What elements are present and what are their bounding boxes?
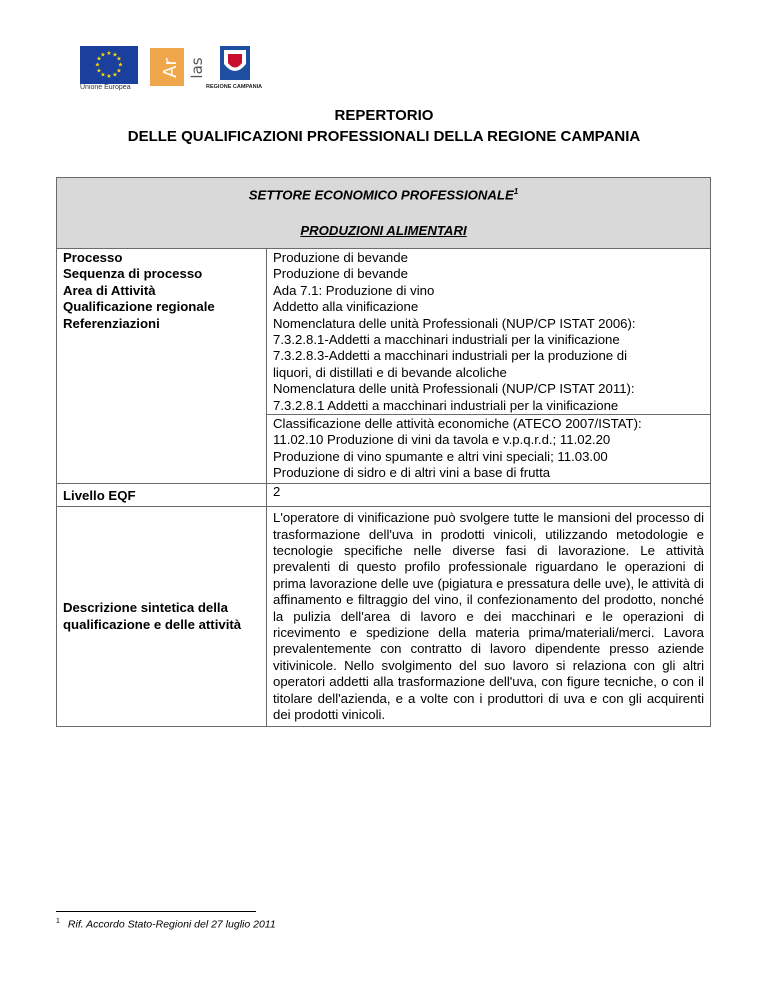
svg-text:★: ★	[100, 51, 106, 59]
ateco-block	[267, 414, 710, 483]
value-eqf: 2	[267, 483, 711, 506]
ateco-line3: Produzione di sidro e di altri vini a base di frutta	[273, 465, 551, 481]
svg-text:★: ★	[96, 67, 102, 75]
footnote	[56, 918, 276, 931]
nup2006-title: Nomenclatura delle unità Professionali (NUP/CP ISTAT 2006):	[273, 315, 636, 331]
value-sequenza: Produzione di bevande	[273, 266, 408, 282]
ateco-line1: 11.02.10 Produzione di vini da tavola e v.p.q.r.d.; 11.02.20	[273, 432, 611, 448]
label-area: Area di Attività	[63, 282, 156, 298]
document-title-line1: REPERTORIO	[334, 107, 434, 124]
sector-footnote-ref: 1	[513, 187, 519, 196]
eqf-row	[57, 483, 711, 506]
svg-text:★: ★	[112, 71, 118, 79]
svg-text:★: ★	[96, 55, 102, 63]
ateco-line2: Produzione di vino spumante e altri vini speciali; 11.03.00	[273, 448, 608, 464]
sector-heading-text: SETTORE ECONOMICO PROFESSIONALE	[248, 187, 514, 203]
regione-campania-caption: REGIONE CAMPANIA	[206, 84, 263, 90]
nup2006-item2a: 7.3.2.8.3-Addetti a macchinari industriali per la produzione di	[273, 348, 628, 364]
svg-text:las: las	[188, 57, 206, 79]
sector-name: PRODUZIONI ALIMENTARI	[300, 222, 467, 238]
nup2006-item1: 7.3.2.8.1-Addetti a macchinari industriali per la vinificazione	[273, 332, 620, 348]
arlas-logo	[146, 46, 208, 90]
svg-text:★: ★	[100, 71, 106, 79]
values-cell	[267, 249, 711, 484]
labels-cell	[57, 249, 267, 484]
nup2011-title: Nomenclatura delle unità Professionali (NUP/CP ISTAT 2011):	[273, 381, 635, 397]
document-title-line2: DELLE QUALIFICAZIONI PROFESSIONALI DELLA REGIONE CAMPANIA	[127, 128, 641, 145]
svg-text:★: ★	[117, 61, 124, 69]
nup2011-item1: 7.3.2.8.1 Addetti a macchinari industriali per la vinificazione	[273, 397, 619, 413]
svg-text:Ar: Ar	[160, 58, 181, 78]
eu-logo	[80, 46, 138, 94]
label-qualificazione: Qualificazione regionale	[63, 299, 215, 315]
ateco-title: Classificazione delle attività economiche (ATECO 2007/ISTAT):	[273, 416, 642, 432]
svg-text:★: ★	[116, 67, 122, 75]
svg-text:★: ★	[94, 61, 101, 69]
footnote-text: Rif. Accordo Stato-Regioni del 27 luglio 2011	[67, 918, 276, 931]
svg-text:★: ★	[116, 55, 122, 63]
value-area: Ada 7.1: Produzione di vino	[273, 282, 435, 298]
sector-row	[57, 178, 711, 249]
value-qualificazione: Addetto alla vinificazione	[273, 299, 419, 315]
value-processo: Produzione di bevande	[273, 250, 408, 265]
main-row	[57, 249, 711, 484]
description-row	[57, 507, 711, 727]
label-descrizione: Descrizione sintetica della qualificazione e delle attività	[57, 507, 267, 727]
label-eqf: Livello EQF	[57, 483, 267, 506]
svg-text:★: ★	[106, 73, 112, 80]
nup2006-item2b: liquori, di distillati e di bevande alcoliche	[273, 364, 507, 380]
label-referenziazioni: Referenziazioni	[63, 315, 160, 331]
qualification-table	[56, 177, 711, 727]
label-sequenza: Sequenza di processo	[63, 266, 203, 282]
svg-text:★: ★	[112, 51, 118, 59]
sector-cell	[57, 178, 711, 249]
eu-caption: Unione Europea	[80, 84, 131, 91]
label-processo: Processo	[63, 250, 123, 265]
footnote-separator	[56, 911, 256, 912]
value-descrizione: L'operatore di vinificazione può svolgere tutte le mansioni del processo di trasformazione dell'uva in prodotti vinicoli, utilizzando metodologie e tecnologie specifiche nelle diverse fasi di lavorazione. Le attività prevalenti di questo profilo professionale riguardano le operazioni di prima lavorazione delle uve (pigiatura e pressatura delle uve), le attività di affinamento e filtraggio del vino, il confezionamento del prodotto, nonché la pulizia dell'area di lavoro e dei macchinari e le operazioni di ricevimento e spedizione della materia prima/materiali/merci. Lavora prevalentemente con contratto di lavoro dipendente presso aziende vitivinicole. Nello svolgimento del suo lavoro si relaziona con gli altri operatori addetti alla trasformazione dell'uva, con figure tecniche, o con il titolare dell'azienda, e a volte con i produttori di uva e con gli acquirenti dei prodotti vinicoli.	[267, 507, 711, 727]
footnote-number: 1	[56, 918, 60, 925]
values-top	[267, 250, 710, 414]
svg-text:★: ★	[106, 50, 112, 57]
eu-flag-icon	[80, 46, 138, 84]
sector-heading	[57, 184, 710, 204]
